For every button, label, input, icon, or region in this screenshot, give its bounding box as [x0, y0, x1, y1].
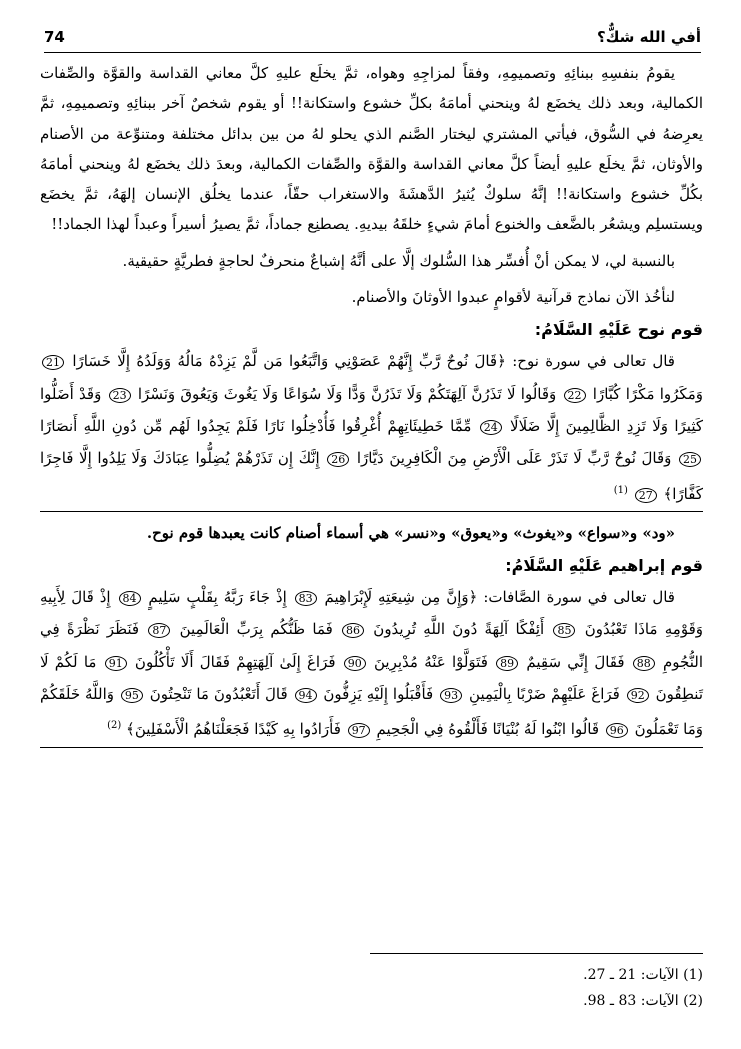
- ayah-number: 88: [633, 656, 655, 671]
- idols-note: «ود» و«سواع» و«يغوث» و«يعوق» و«نسر» هي أسماء أصنام كانت يعبدها قوم نوح.: [146, 523, 675, 542]
- verse-text: ﴿قَالَ نُوحٌ رَّبِّ إِنَّهُمْ عَصَوْنِي وَاتَّبَعُوا مَن لَّمْ يَزِدْهُ مَالُهُ وَوَلَدُهُ إِلَّا خَسَارًا: [66, 352, 506, 371]
- verse-text: وَقَالَ نُوحٌ رَّبِّ لَا تَذَرْ عَلَى الْأَرْضِ مِنَ الْكَافِرِينَ دَيَّارًا: [351, 449, 678, 468]
- ayah-number: 92: [627, 688, 649, 703]
- ayah-number: 25: [679, 452, 701, 467]
- verse-text: وَقَالُوا لَا تَذَرُنَّ آلِهَتَكُمْ وَلَا تَذَرُنَّ وَدًّا وَلَا سُوَاعًا وَلَا يَغُوثَ وَيَعُوقَ وَنَسْرًا: [132, 384, 562, 403]
- verse-text: إِذْ قَالَ لِأَبِيهِ وَقَوْمِهِ مَاذَا تَعْبُدُونَ: [40, 588, 704, 639]
- verse-text: فَقَالَ إِنِّي سَقِيمٌ: [520, 652, 631, 671]
- verse-text: فَأَرَادُوا بِهِ كَيْدًا فَجَعَلْنَاهُمُ الْأَسْفَلِينَ﴾: [121, 720, 346, 739]
- footnote-divider: [370, 953, 703, 954]
- footnote-item: [40, 988, 703, 1014]
- quran-passage-noah: [40, 346, 703, 511]
- verse-text: مَا لَكُمْ لَا تَنطِقُونَ: [40, 652, 703, 704]
- ayah-number: 86: [342, 623, 364, 638]
- verse-text: فَرَاغَ إِلَىٰ آلِهَتِهِمْ فَقَالَ أَلَا تَأْكُلُونَ: [128, 652, 342, 671]
- verse-text: ﴿وَإِنَّ مِن شِيعَتِهِ لَإِبْرَاهِيمَ: [318, 588, 478, 607]
- page-header: [44, 22, 701, 53]
- verse-text: فَتَوَلَّوْا عَنْهُ مُدْبِرِينَ: [367, 652, 495, 671]
- ayah-number: 21: [42, 355, 64, 370]
- verse-text: وَقَدْ أَضَلُّوا كَثِيرًا وَلَا تَزِدِ الظَّالِمِينَ إِلَّا ضَلَالًا: [40, 384, 703, 435]
- ayah-number: 94: [295, 688, 317, 703]
- ayah-number: 89: [496, 656, 518, 671]
- paragraph-examples-intro: لنأخُذ الآن نماذج قرآنية لأقوامٍ عبدوا الأوثانَ والأصنام.: [351, 288, 675, 307]
- verse-list: [40, 588, 703, 738]
- ayah-number: 90: [344, 656, 366, 671]
- verse-text: إِنَّكَ إِن تَذَرْهُمْ يُضِلُّوا عِبَادَكَ وَلَا يَلِدُوا إِلَّا فَاجِرًا كَفَّارًا﴾: [40, 449, 703, 503]
- ayah-number: 22: [564, 388, 586, 403]
- verse-text: مِّمَّا خَطِيئَاتِهِمْ أُغْرِقُوا فَأُدْخِلُوا نَارًا فَلَمْ يَجِدُوا لَهُم مِّن دُونِ اللَّهِ أَنصَارًا: [40, 416, 478, 435]
- paragraph-interpretation: بالنسبة لي، لا يمكن أنْ أُفسِّر هذا السُّلوك إلَّا على أنَّهُ إشباعٌ منحرفٌ لحاجةٍ فطريَّةٍ حقيقية.: [122, 251, 675, 270]
- ayah-number: 26: [327, 452, 349, 467]
- verse-list: [40, 352, 703, 502]
- page-number: 74: [44, 28, 65, 46]
- ayah-number: 24: [480, 420, 502, 435]
- surah-intro: قال تعالى في سورة نوح:: [512, 352, 675, 371]
- footnote-item: [40, 962, 703, 988]
- page-body: [40, 58, 703, 748]
- heading-noah: قوم نوح عَلَيْهِ السَّلَامُ:: [534, 320, 703, 340]
- footnote-text: الآيات: 83 ـ 98.: [583, 993, 679, 1009]
- verse-text: أَئِفْكًا آلِهَةً دُونَ اللَّهِ تُرِيدُونَ: [366, 620, 552, 639]
- ayah-number: 93: [440, 688, 462, 703]
- verse-text: قَالَ أَتَعْبُدُونَ مَا تَنْحِتُونَ: [144, 685, 293, 704]
- verse-text: قَالُوا ابْنُوا لَهُ بُنْيَانًا فَأَلْقُوهُ فِي الْجَحِيمِ: [371, 720, 604, 739]
- paragraph-idols: يقومُ بنفسِهِ ببنائِهِ وتصميمِهِ، وفقاً لمزاجِهِ وهواه، ثمَّ يخلَع عليهِ كلَّ معاني القداسة والقوَّة والصِّفات الكمالية، وبعد ذلك يخضَع لهُ وينحني أمامَهُ بكلِّ خشوع واستكانة!! أو يقوم شخصٌ آخر ببنائِهِ وتصميمِهِ، ثمَّ يعرِضهُ في السُّوق، فيأتي المشتري ليختار الصَّنم الذي يحلو لهُ من بين بدائل مختلفة ومتنوِّعة من الأصنام والأوثان، ثمَّ يخلَع عليهِ أيضاً كلَّ معاني القداسة والقوَّة والصِّفات الكمالية، وبعدَ ذلك يخضَع لهُ وينحني أمامَهُ بكُلِّ خشوع واستكانة!! إنَّهُ سلوكٌ يُثيرُ الدَّهشَةَ والاستغراب حقّاً، عندما يخلُق الإنسان إلهَهُ، ثمَّ يخضَع ويستسلِم ويشعُر بالضَّعف والخنوع أمامَ شيءٍ خلقَهُ بيديهِ. يصطنِع جماداً، ثمَّ يصيرُ أسيراً وعبداً لهذا الجماد!!: [40, 64, 703, 234]
- ayah-number: 87: [148, 623, 170, 638]
- verse-text: فَأَقْبَلُوا إِلَيْهِ يَزِفُّونَ: [318, 685, 439, 704]
- verse-text: وَاللَّهُ خَلَقَكُمْ وَمَا تَعْمَلُونَ: [40, 685, 703, 739]
- ayah-number: 85: [553, 623, 575, 638]
- footnote-ref: (1): [613, 484, 628, 496]
- verse-text: فَرَاغَ عَلَيْهِمْ ضَرْبًا بِالْيَمِينِ: [464, 685, 625, 704]
- ayah-number: 83: [295, 591, 317, 606]
- verse-text: إِذْ جَاءَ رَبَّهُ بِقَلْبٍ سَلِيمٍ: [142, 588, 293, 607]
- footnote-ref: (2): [107, 720, 122, 732]
- ayah-number: 91: [105, 656, 127, 671]
- heading-abraham: قوم إبراهيم عَلَيْهِ السَّلَامُ:: [505, 556, 703, 576]
- ayah-number: 84: [119, 591, 141, 606]
- footnote-text: الآيات: 21 ـ 27.: [583, 967, 679, 983]
- footnotes: [40, 962, 703, 1014]
- ayah-number: 95: [121, 688, 143, 703]
- ayah-number: 27: [635, 488, 657, 503]
- footnote-number: (1): [683, 967, 703, 983]
- surah-intro: قال تعالى في سورة الصَّافات:: [483, 588, 675, 607]
- ayah-number: 96: [606, 723, 628, 738]
- verse-text: وَمَكَرُوا مَكْرًا كُبَّارًا: [587, 384, 703, 403]
- verse-text: فَمَا ظَنُّكُم بِرَبِّ الْعَالَمِينَ: [172, 620, 341, 639]
- ayah-number: 23: [109, 388, 131, 403]
- verse-text: فَنَظَرَ نَظْرَةً فِي النُّجُومِ: [40, 620, 703, 671]
- quran-passage-abraham: [40, 582, 703, 747]
- footnote-number: (2): [683, 993, 703, 1009]
- ayah-number: 97: [348, 723, 370, 738]
- running-title: أفي الله شكٌّ؟: [597, 28, 701, 46]
